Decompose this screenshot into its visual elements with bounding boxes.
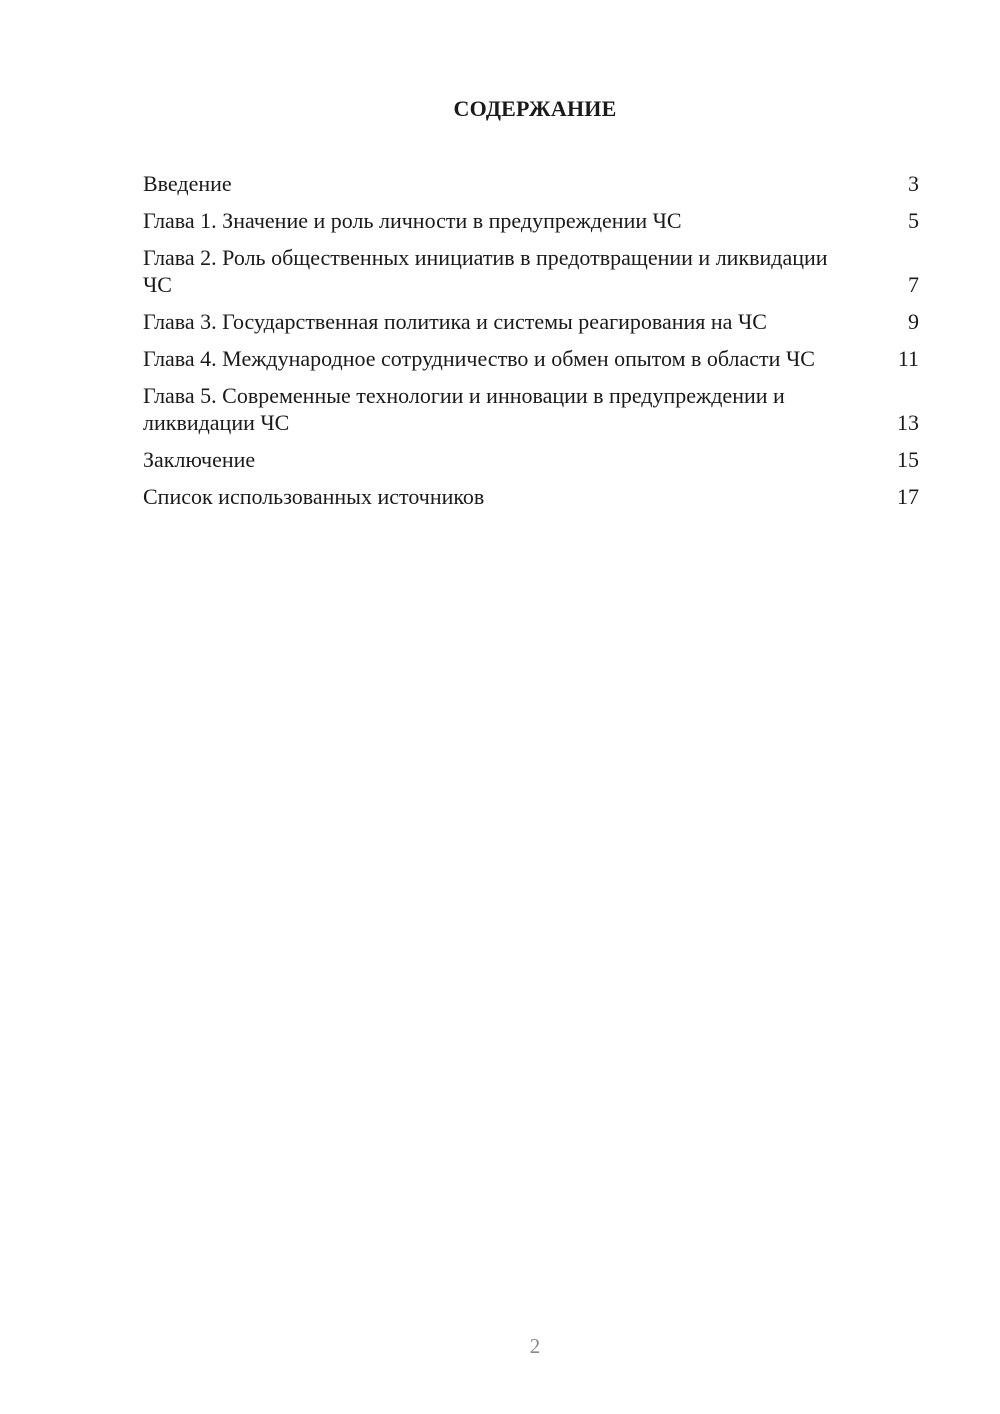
toc-entry-page: 13 [897, 410, 919, 435]
toc-entry-page: 11 [897, 346, 919, 371]
toc-entry-conclusion [143, 446, 919, 473]
toc-entry-title: Глава 1. Значение и роль личности в предупреждении ЧС [143, 208, 682, 233]
toc-entry-title: Глава 3. Государственная политика и системы реагирования на ЧС [143, 309, 767, 334]
toc-entry-chapter-5 [143, 382, 919, 436]
toc-entry-title: Глава 5. Современные технологии и инновации в предупреждении и ликвидации ЧС [143, 383, 785, 435]
toc-entry-page: 7 [908, 272, 919, 297]
table-of-contents [143, 170, 919, 520]
toc-entry-chapter-3 [143, 308, 919, 335]
toc-entry-title: Заключение [143, 447, 256, 472]
toc-entry-title: Список использованных источников [143, 484, 485, 509]
toc-entry-chapter-2 [143, 244, 919, 298]
toc-entry-page: 5 [908, 208, 919, 233]
toc-entry-title: Введение [143, 171, 232, 196]
toc-entry-chapter-1 [143, 207, 919, 234]
toc-entry-page: 3 [908, 171, 919, 196]
toc-entry-chapter-4 [143, 345, 919, 372]
toc-entry-page: 17 [897, 484, 919, 509]
toc-entry-title: Глава 2. Роль общественных инициатив в предотвращении и ликвидации ЧС [143, 245, 828, 297]
toc-entry-introduction [143, 170, 919, 197]
toc-entry-title: Глава 4. Международное сотрудничество и обмен опытом в области ЧС [143, 346, 815, 371]
page-number: 2 [529, 1334, 541, 1358]
toc-entry-page: 15 [897, 447, 919, 472]
page-title: СОДЕРЖАНИЕ [453, 96, 617, 121]
toc-entry-page: 9 [908, 309, 919, 334]
toc-entry-references [143, 483, 919, 510]
